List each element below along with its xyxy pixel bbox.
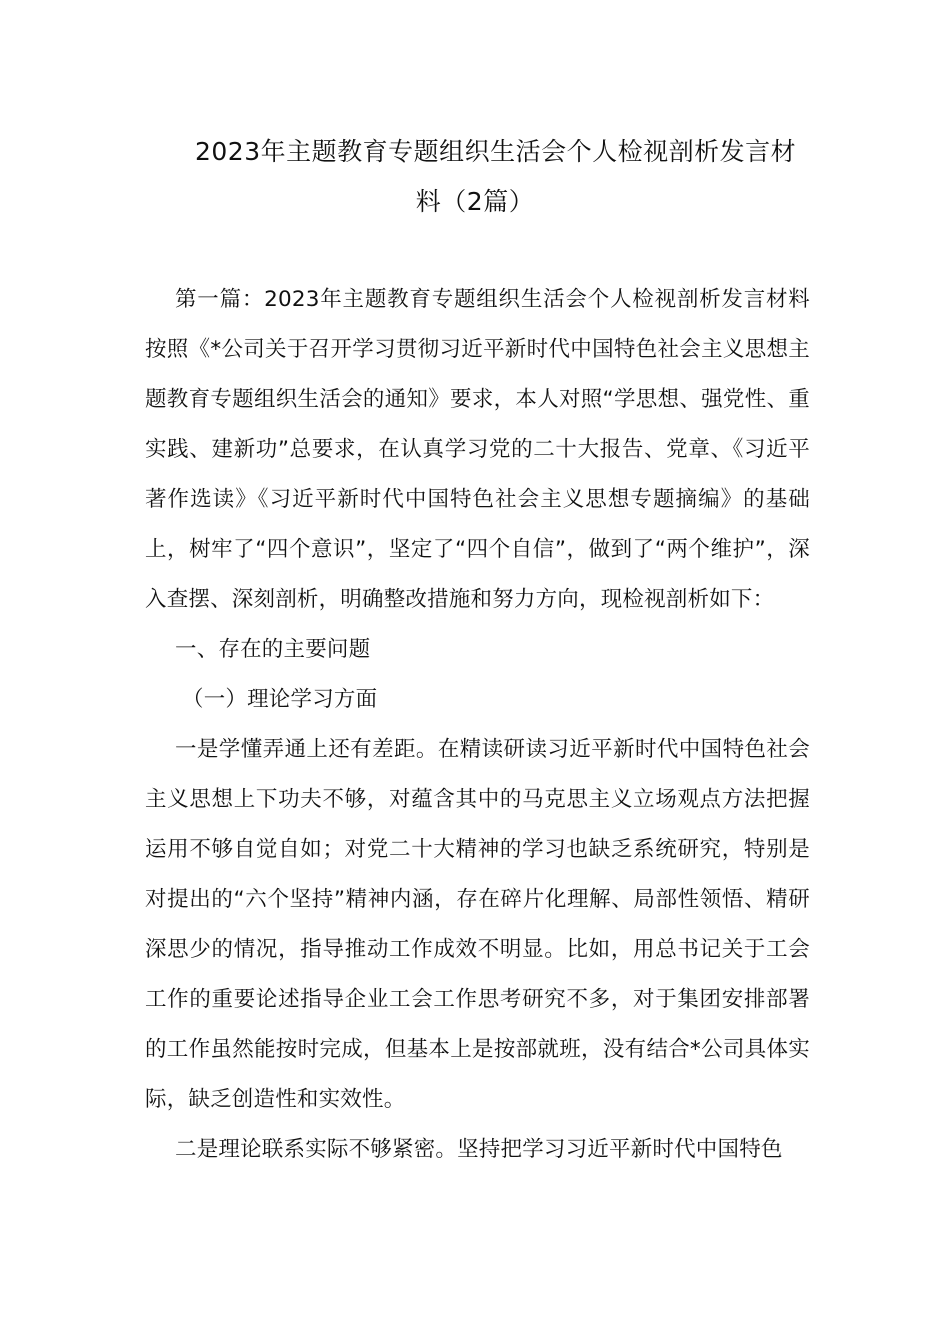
document-body	[145, 275, 839, 1175]
document-title-line1: 2023年主题教育专题组织生活会个人检视剖析发言材	[195, 137, 797, 166]
paragraph-point-two: 二是理论联系实际不够紧密。坚持把学习习近平新时代中国特色	[175, 1137, 783, 1162]
paragraph-intro: 第一篇：2023年主题教育专题组织生活会个人检视剖析发言材料 按照《*公司关于召开学习贯彻习近平新时代中国特色社会主义思想主题教育专题组织生活会的通知》要求，本人对照“学思想、强党性、重实践、建新功”总要求，在认真学习党的二十大报告、党章、《习近平著作选读》《习近平新时代中国特色社会主义思想专题摘编》的基础上，树牢了“四个意识”，坚定了“四个自信”，做到了“两个维护”，深入查摆、深刻剖析，明确整改措施和努力方向，现检视剖析如下：	[145, 287, 839, 612]
section-heading: 一、存在的主要问题	[175, 637, 371, 662]
subsection-heading: （一）理论学习方面	[182, 687, 378, 712]
paragraph-point-one: 一是学懂弄通上还有差距。在精读研读习近平新时代中国特色社会主义思想上下功夫不够，对蕴含其中的马克思主义立场观点方法把握运用不够自觉自如；对党二十大精神的学习也缺乏系统研究，特别是对提出的“六个坚持”精神内涵，存在碎片化理解、局部性领悟、精研深思少的情况，指导推动工作成效不明显。比如，用总书记关于工会工作的重要论述指导企业工会工作思考研究不多，对于集团安排部署的工作虽然能按时完成，但基本上是按部就班，没有结合*公司具体实际，缺乏创造性和实效性。	[145, 737, 810, 1112]
document-title-line2: 料（2篇）	[415, 187, 535, 216]
